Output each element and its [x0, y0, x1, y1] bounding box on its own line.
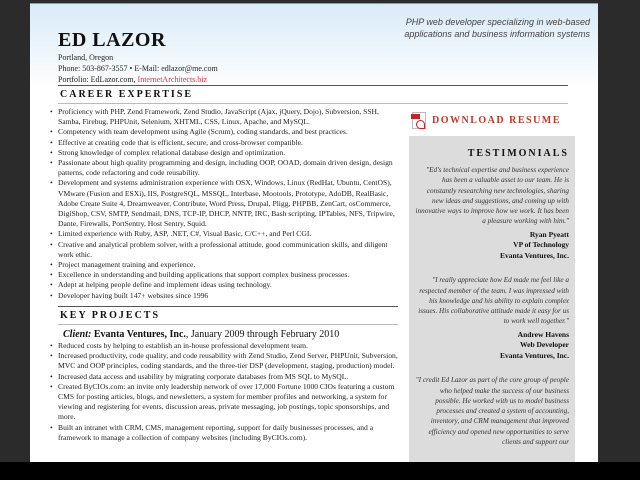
list-item: • Limited experience with Ruby, ASP, .NET, C#, Visual Basic, C/C++, and Perl CGI.	[50, 229, 400, 239]
tagline-line: applications and business information systems	[404, 29, 590, 39]
name-heading: ED LAZOR	[58, 29, 166, 51]
list-item: • Competency with team development using Agile (Scrum), coding standards, and best practices.	[50, 127, 400, 137]
projects-list	[50, 341, 400, 443]
divider	[58, 306, 398, 307]
projects-heading: KEY PROJECTS	[60, 310, 161, 321]
testimonial-title: VP of Technology	[513, 240, 569, 250]
testimonials-heading: TESTIMONIALS	[467, 148, 569, 159]
list-item: • Proficiency with PHP, Zend Framework, Zend Studio, JavaScript (Ajax, jQuery, Dojo), Subversion, SSH, Samba, Firebug, PHPUnit, Selenium, XHTML, CSS, Linux, Apache, and MySQL.	[50, 107, 400, 127]
list-item: • Adept at helping people define and implement ideas using technology.	[50, 280, 400, 290]
testimonial-name: Andrew Havens	[517, 329, 569, 339]
list-item: • Development and systems administration experience with OSX, Windows, Linux (RedHat, Ubuntu, CentOS), VMware (Fusion and ESXi), IIS, PostgreSQL, MSSQL, Interbase, Mootools, Prototype, AdoDB, RealBasic, Adobe Create Suite 4, Dreamweaver, Contribute, Word Press, Drupal, Pligg, PHPBB, ZenCart, osCommerce, DigiShop, CSV, SMTP, Sendmail, DNS, TCP-IP, DHCP, NNTP, IRC, Bash scripting, IPTables, NFS, Tripwire, Dante, Firewalls, PortSentry, Host Sentry, Squid.	[50, 178, 400, 229]
portfolio	[58, 74, 218, 85]
client-label: Client:	[63, 329, 92, 340]
pdf-icon	[412, 112, 426, 129]
divider	[58, 103, 568, 104]
divider	[58, 85, 568, 86]
career-list	[50, 107, 400, 301]
testimonial-quote: "I really appreciate how Ed made me feel like a respected member of the team. I was impressed with his knowledge and his ability to explain complex issues. His collaborative attitude made it easy for us to work well together."	[418, 276, 569, 326]
client-name: Evanta Ventures, Inc.	[93, 329, 186, 340]
career-heading: CAREER EXPERTISE	[60, 89, 194, 100]
client-dates: , January 2009 through February 2010	[185, 329, 340, 340]
list-item: • Created ByCIOs.com: an invite only leadership network of over 17,000 Fortune 1000 CIOs featuring a custom CMS for posting articles, blogs, and newsletters, a system for member profiles and networking, a system for viewing and registering for events, discussion areas, private messaging, job postings, topic sponsorships, and more.	[50, 382, 400, 423]
list-item: • Increased productivity, code quality, and code reusability with Zend Studio, Zend Server, PHPUnit, Subversion, MVC and OOP principles, coding standards, and the three-tier DSP (development, staging, production) model.	[50, 351, 400, 371]
testimonial-name: Ryan Pyeatt	[529, 229, 569, 239]
portfolio-label: Portfolio: EdLazor.com,	[58, 75, 138, 84]
list-item: • Developer having built 147+ websites since 1996	[50, 291, 400, 301]
resume-page	[30, 3, 598, 463]
download-resume-button[interactable]	[412, 112, 561, 129]
list-item: • Built an intranet with CRM, CMS, management reporting, support for daily businesses processes, and a framework to manage a collection of company websites (including ByCIOs.com).	[50, 423, 400, 443]
client-line	[63, 329, 339, 340]
download-resume-label: DOWNLOAD RESUME	[432, 115, 561, 126]
list-item: • Passionate about high quality programming and design, including OOP, OOAD, domain driven design, design patterns, code refactoring and code reusability.	[50, 158, 400, 178]
tagline-line: PHP web developer specializing in web-based	[405, 17, 590, 27]
testimonial-company: Evanta Ventures, Inc.	[499, 250, 569, 260]
list-item: • Increased data access and usability by migrating corporate databases from MS SQL to MySQL.	[50, 372, 400, 382]
testimonial	[415, 375, 569, 447]
list-item: • Reduced costs by helping to establish an in-house professional development team.	[50, 341, 400, 351]
testimonial-company: Evanta Ventures, Inc.	[499, 350, 569, 360]
location: Portland, Oregon	[58, 53, 114, 62]
list-item: • Excellence in understanding and building applications that support complex business processes.	[50, 270, 400, 280]
testimonial-quote: "Ed's technical expertise and business experience has been a valuable asset to our team. He is constantly researching new technologies, sharing new ideas and suggestions, and coming up with innovative ways to improve how we work. It has been a pleasure working with him."	[415, 166, 569, 226]
testimonial	[415, 165, 569, 261]
testimonial-quote: "I credit Ed Lazor as part of the core group of people who helped make the success of our business possible. He worked with us to model business processes and created a system of accounting, inventory, and CRM management that improved efficiency and opened new opportunities to serve clients and support our	[415, 376, 569, 447]
divider	[58, 324, 398, 325]
list-item: • Effective at creating code that is efficient, secure, and cross-browser compatible.	[50, 138, 400, 148]
tagline	[360, 16, 590, 40]
phone-email: Phone: 503-867-3557 • E-Mail: edlazor@me.com	[58, 64, 218, 73]
bottom-bar	[0, 462, 640, 480]
list-item: • Creative and analytical problem solver, with a professional attitude, good communication skills, and diligent work ethic.	[50, 240, 400, 260]
list-item: • Strong knowledge of complex relational database design and optimization.	[50, 148, 400, 158]
testimonial-title: Web Developer	[520, 340, 569, 350]
portfolio-link[interactable]: InternetArchitects.biz	[137, 75, 208, 84]
testimonials-panel	[409, 136, 575, 463]
contact-info	[58, 52, 218, 85]
testimonial	[415, 275, 569, 361]
list-item: • Project management training and experience.	[50, 260, 400, 270]
